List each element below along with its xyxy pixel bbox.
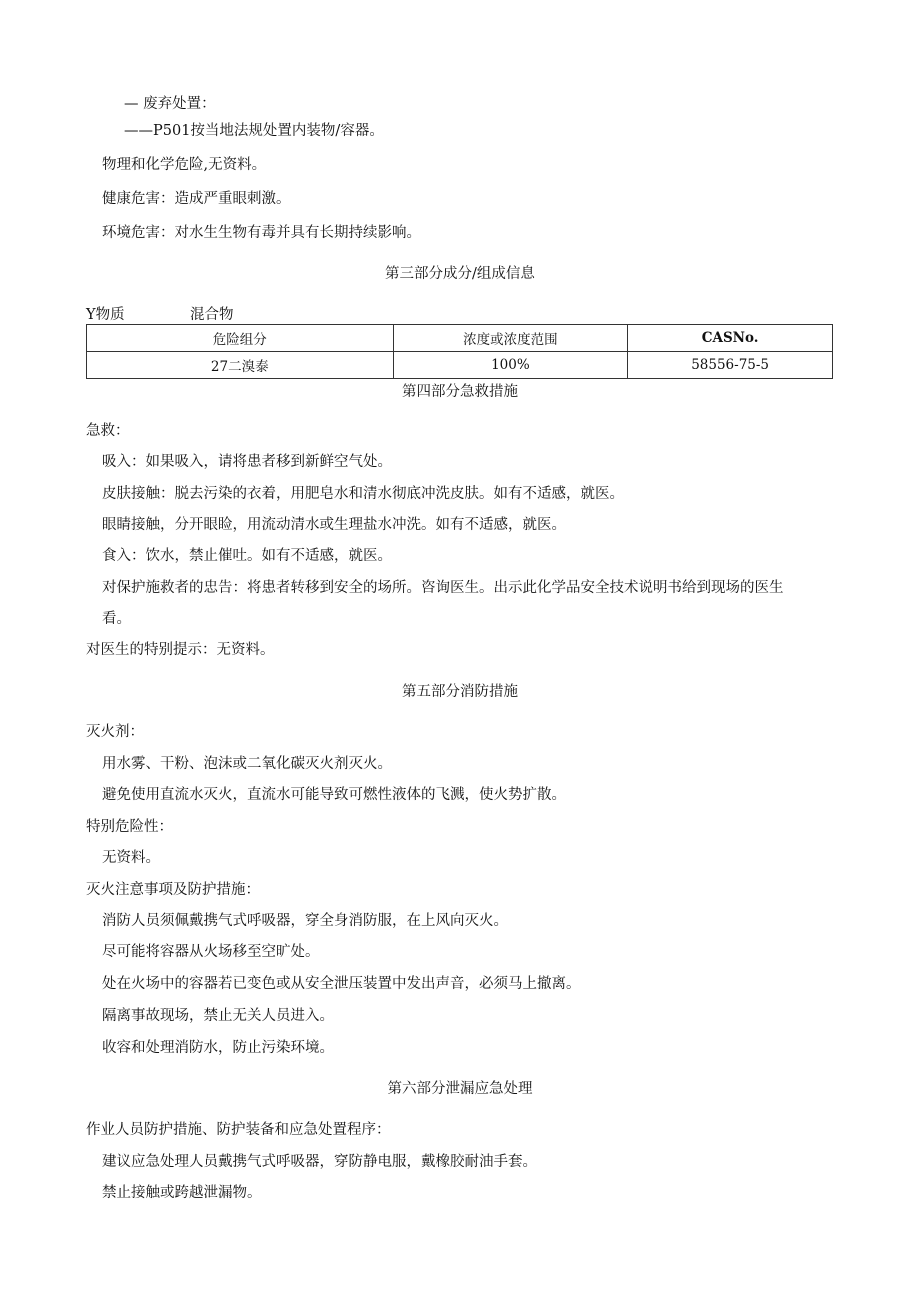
health-hazard: 健康危害：造成严重眼刺激。: [102, 191, 291, 207]
special-hazard-text: 无资料。: [102, 850, 160, 866]
environment-hazard: 环境危害：对水生生物有毒并具有长期持续影响。: [102, 225, 421, 241]
first-aid-label: 急救：: [86, 423, 130, 439]
ppe-text: 禁止接触或跨越泄漏物。: [102, 1185, 262, 1201]
ppe-text: 建议应急处理人员戴携气式呼吸器，穿防静电服，戴橡胶耐油手套。: [102, 1154, 537, 1170]
disposal-heading: — 废弃处置：: [124, 96, 216, 112]
ingestion-text: 食入：饮水，禁止催吐。如有不适感，就医。: [102, 548, 392, 564]
fire-precaution-text: 处在火场中的容器若已变色或从安全泄压装置中发出声音，必须马上撤离。: [102, 976, 581, 992]
section3-title: 第三部分成分/组成信息: [385, 266, 535, 282]
table-row: [87, 352, 833, 379]
eye-contact-text: 眼睛接触，分开眼睑，用流动清水或生理盐水冲洗。如有不适感，就医。: [102, 517, 566, 533]
table-header: 危险组分: [87, 325, 394, 352]
disposal-p501: ——P501按当地法规处置内装物/容器。: [124, 123, 384, 139]
extinguishing-agent-text: 用水雾、干粉、泡沫或二氧化碳灭火剂灭火。: [102, 756, 392, 772]
rescuer-advice-text: 对保护施救者的忠告：将患者转移到安全的场所。咨询医生。出示此化学品安全技术说明书给到现场的医生: [102, 580, 784, 596]
table-cell: 27二溴泰: [87, 352, 394, 379]
fire-precaution-text: 收容和处理消防水，防止污染环境。: [102, 1040, 334, 1056]
mixture-label: 混合物: [190, 307, 234, 323]
ppe-label: 作业人员防护措施、防护装备和应急处置程序：: [86, 1122, 391, 1138]
table-header-row: [87, 325, 833, 352]
section5-title: 第五部分消防措施: [402, 684, 518, 700]
special-hazard-label: 特别危险性：: [86, 819, 173, 835]
extinguishing-agent-label: 灭火剂：: [86, 724, 144, 740]
fire-precaution-text: 隔离事故现场，禁止无关人员进入。: [102, 1008, 334, 1024]
fire-precaution-label: 灭火注意事项及防护措施：: [86, 882, 260, 898]
substance-label: Y物质: [86, 307, 125, 323]
inhalation-text: 吸入：如果吸入，请将患者移到新鲜空气处。: [102, 454, 392, 470]
table-cell: 100%: [393, 352, 628, 379]
skin-contact-text: 皮肤接触：脱去污染的衣着，用肥皂水和清水彻底冲洗皮肤。如有不适感，就医。: [102, 486, 624, 502]
rescuer-advice-continued: 看。: [102, 611, 131, 627]
section6-title: 第六部分泄漏应急处理: [387, 1081, 533, 1097]
fire-precaution-text: 消防人员须佩戴携气式呼吸器，穿全身消防服，在上风向灭火。: [102, 913, 508, 929]
physical-hazard: 物理和化学危险,无资料。: [102, 157, 267, 173]
direct-water-warning: 避免使用直流水灭火，直流水可能导致可燃性液体的飞溅，使火势扩散。: [102, 787, 566, 803]
table-cell: 58556-75-5: [628, 352, 833, 379]
table-header: CASNo.: [628, 325, 833, 352]
doctor-note: 对医生的特别提示：无资料。: [86, 642, 275, 658]
fire-precaution-text: 尽可能将容器从火场移至空旷处。: [102, 944, 320, 960]
section4-title: 第四部分急救措施: [402, 384, 518, 400]
composition-table: [86, 324, 833, 379]
table-header: 浓度或浓度范围: [393, 325, 628, 352]
